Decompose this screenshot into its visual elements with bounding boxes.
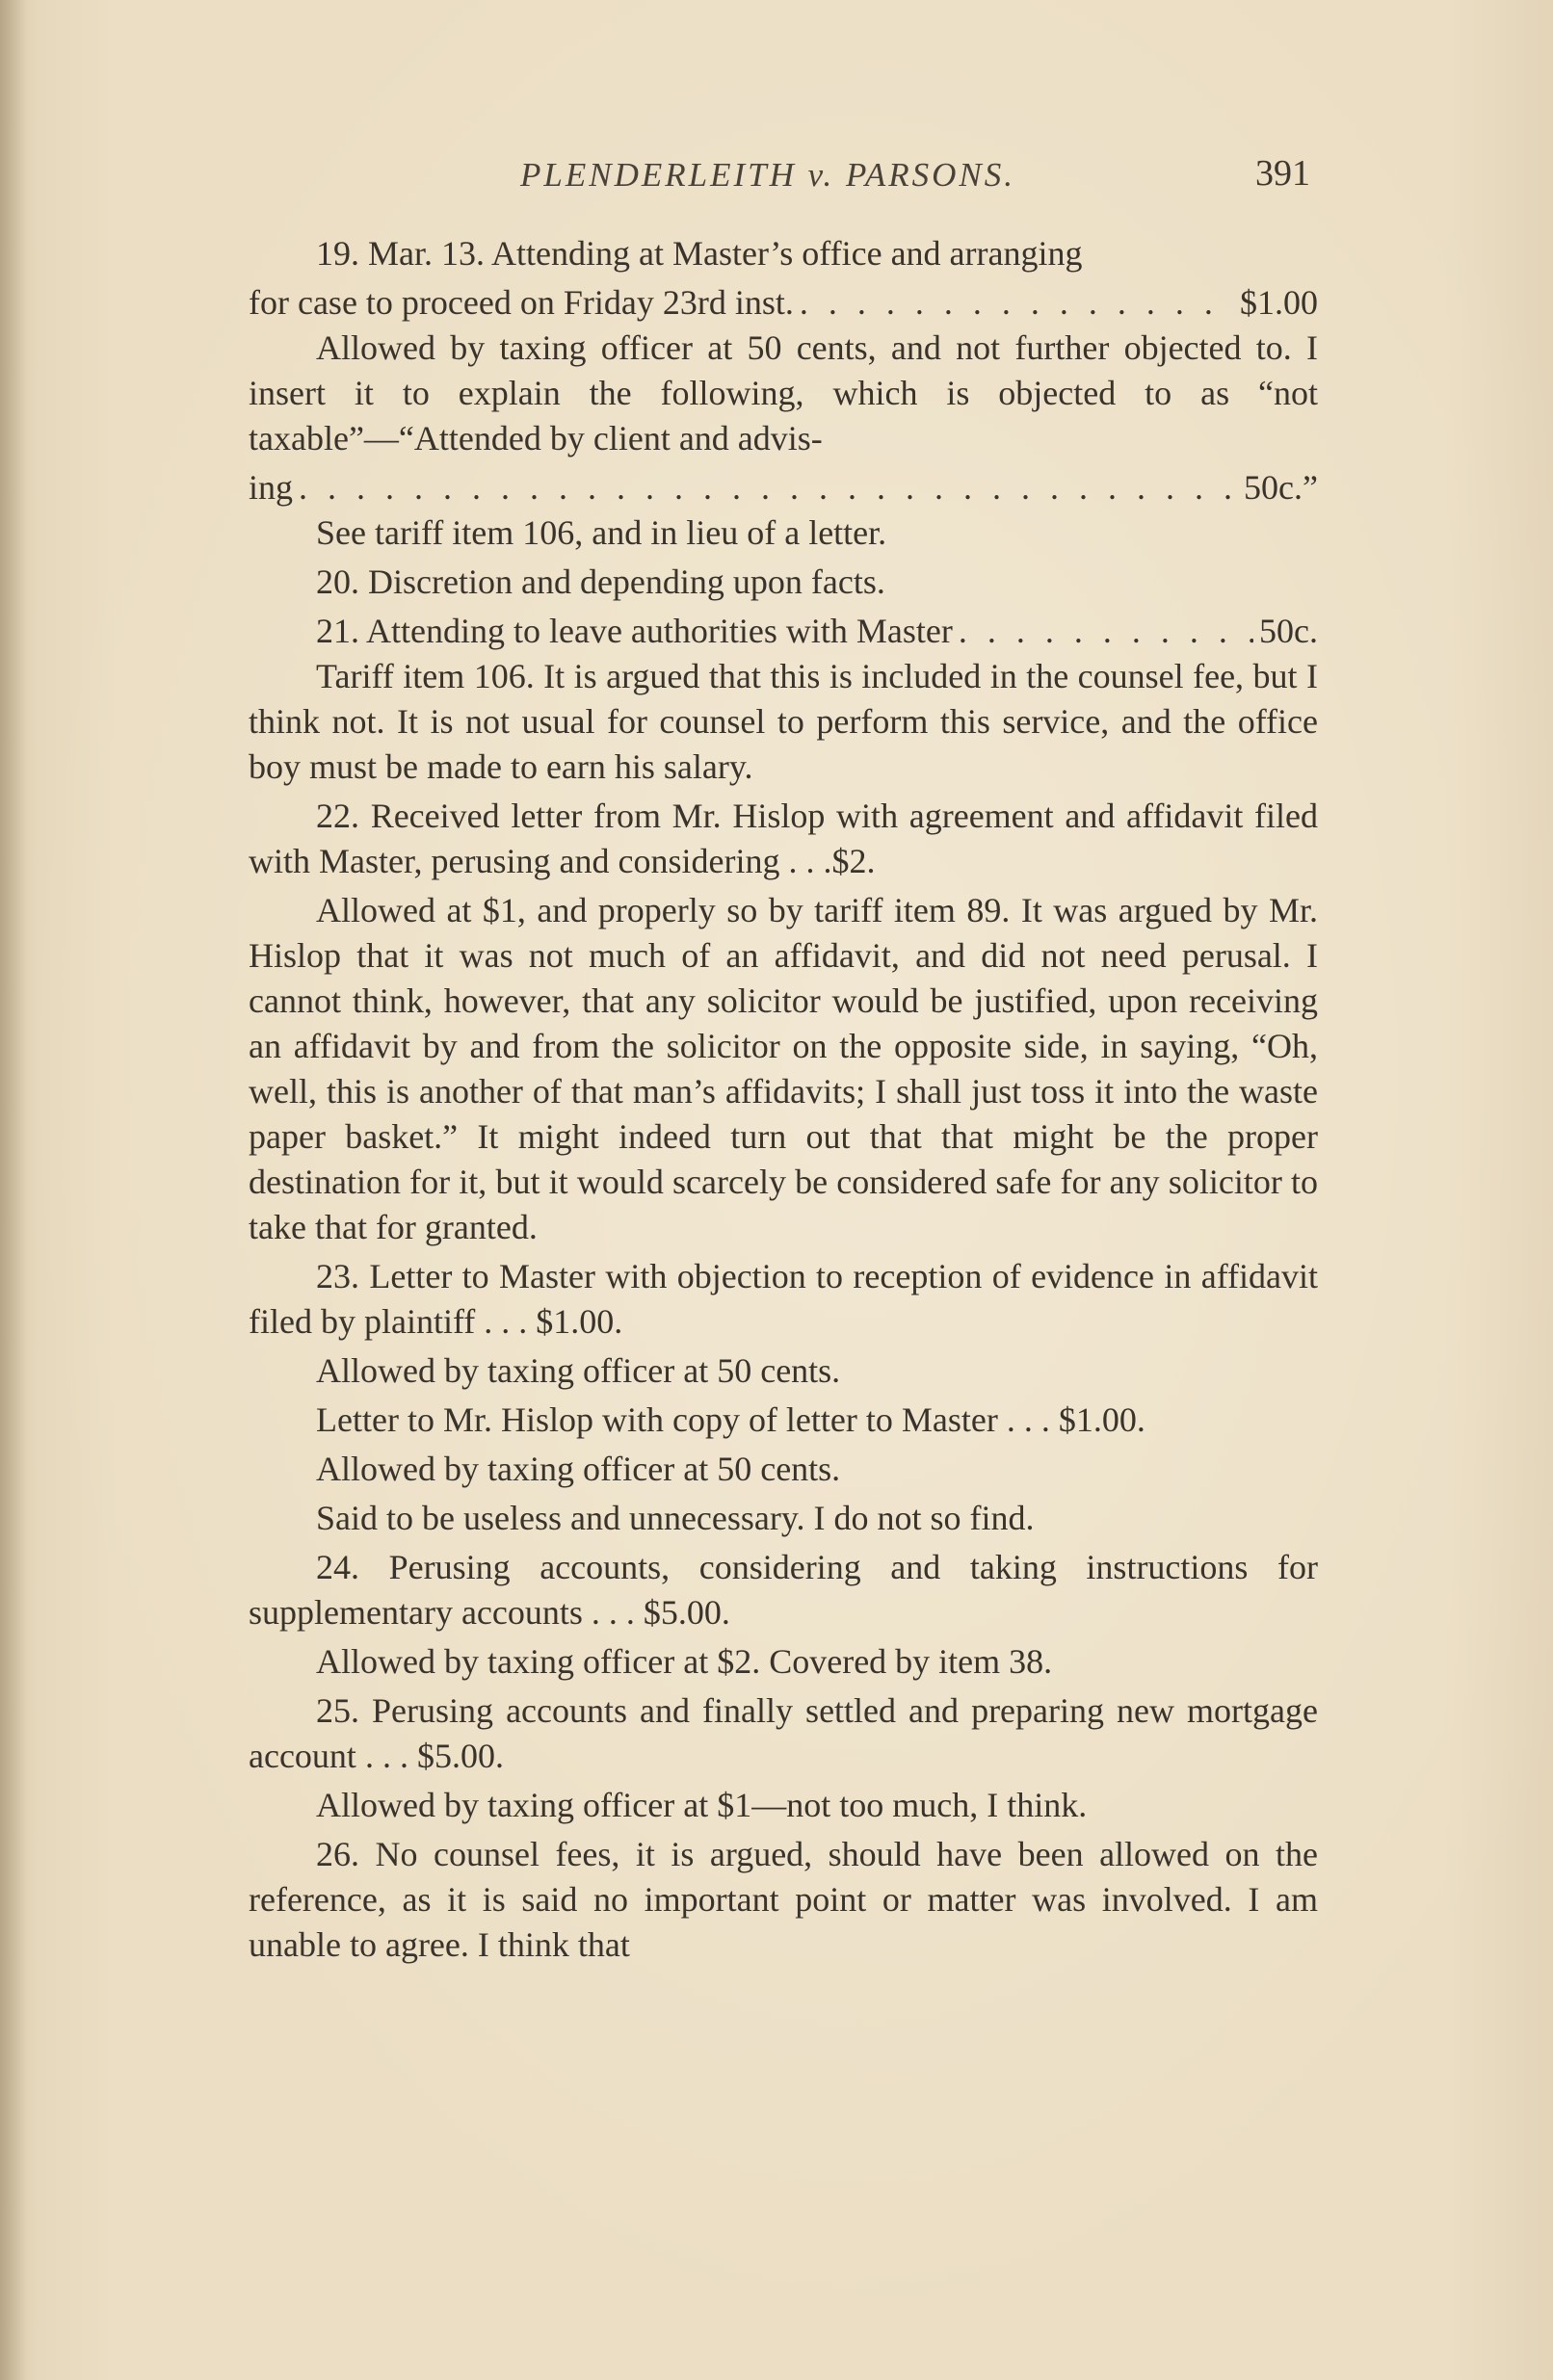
item-19-ing-amount: 50c.” bbox=[1244, 468, 1318, 507]
item-19-line2-text: for case to proceed on Friday 23rd inst. bbox=[249, 283, 794, 322]
item-25: 25. Perusing accounts and finally settled and preparing new mortgage account . . . $5.00. bbox=[249, 1691, 1318, 1775]
spine-shadow bbox=[0, 0, 27, 2380]
item-19-ing-text: ing bbox=[249, 468, 294, 507]
item-20: 20. Discretion and depending upon facts. bbox=[316, 562, 885, 601]
item-23-allowed: Allowed by taxing officer at 50 cents. bbox=[316, 1351, 841, 1390]
item-25-allowed: Allowed by taxing officer at $1—not too much, I think. bbox=[316, 1786, 1088, 1824]
item-23: 23. Letter to Master with objection to reception of evidence in affidavit filed by plaintiff . . . $1.00. bbox=[249, 1257, 1318, 1341]
dot-leader bbox=[299, 465, 1238, 510]
item-26: 26. No counsel fees, it is argued, should have been allowed on the reference, as it is said no important point or matter was involved. I am unable to agree. I think that bbox=[249, 1835, 1318, 1964]
item-22: 22. Received letter from Mr. Hislop with agreement and affidavit filed with Master, perusing and considering . . .$2. bbox=[249, 797, 1318, 880]
body-text bbox=[249, 231, 1318, 1972]
dot-leader bbox=[800, 280, 1234, 326]
page-number: 391 bbox=[1255, 153, 1310, 194]
dot-leader bbox=[959, 609, 1253, 654]
item-24: 24. Perusing accounts, considering and taking instructions for supplementary accounts . . . $5.00. bbox=[249, 1548, 1318, 1632]
running-title: PLENDERLEITH v. PARSONS. bbox=[520, 156, 1016, 194]
item-23-letter: Letter to Mr. Hislop with copy of letter to Master . . . $1.00. bbox=[316, 1400, 1145, 1439]
item-21-text: 21. Attending to leave authorities with Master bbox=[316, 612, 953, 650]
item-21-line bbox=[249, 609, 1318, 654]
item-21-tariff: Tariff item 106. It is argued that this is included in the counsel fee, but I think not. It is not usual for counsel to perform this service, and the office boy must be made to earn his salary. bbox=[249, 657, 1318, 786]
item-19-line2 bbox=[249, 280, 1318, 326]
item-23-allowed-2: Allowed by taxing officer at 50 cents. bbox=[316, 1450, 841, 1488]
item-19-allowed: Allowed by taxing officer at 50 cents, and not further objected to. I insert it to explain the following, which is objected to as “not taxable”—“Attended by client and advis- bbox=[249, 328, 1318, 458]
item-22-allowed: Allowed at $1, and properly so by tariff item 89. It was argued by Mr. Hislop that it was not much of an affidavit, and did not need perusal. I cannot think, however, that any solicitor would be justified, upon receiving an affidavit by and from the solicitor on the opposite side, in saying, “Oh, well, this is another of that man’s affidavits; I shall just toss it into the waste paper basket.” It might indeed turn out that that might be the proper destination for it, but it would scarcely be considered safe for any solicitor to take that for granted. bbox=[249, 891, 1318, 1246]
item-19-ing-line bbox=[249, 465, 1318, 510]
item-19-line2-amount: $1.00 bbox=[1240, 283, 1318, 322]
item-19-line1: 19. Mar. 13. Attending at Master’s office and arranging bbox=[316, 234, 1083, 273]
item-24-allowed: Allowed by taxing officer at $2. Covered by item 38. bbox=[316, 1642, 1053, 1681]
item-19-see: See tariff item 106, and in lieu of a letter. bbox=[316, 513, 887, 552]
item-23-said: Said to be useless and unnecessary. I do not so find. bbox=[316, 1499, 1035, 1537]
page-header bbox=[520, 153, 1310, 204]
item-21-amount: 50c. bbox=[1259, 612, 1318, 650]
